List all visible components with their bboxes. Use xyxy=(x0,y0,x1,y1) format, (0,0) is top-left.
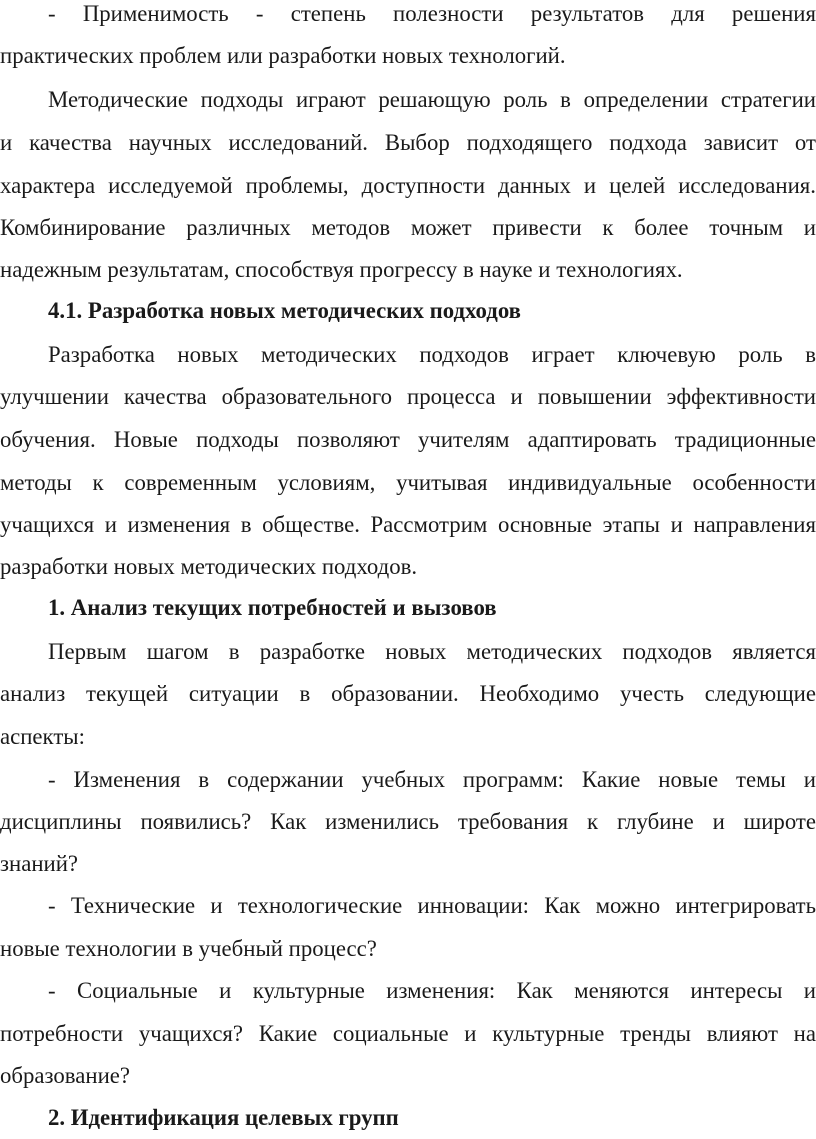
text-line: Первым шагом в разработке новых методических подходов является xyxy=(48,639,816,664)
text-line: аспекты: xyxy=(0,724,85,749)
section-heading-4-1: 4.1. Разработка новых методических подходов xyxy=(48,298,521,323)
text-line: Комбинирование различных методов может привести к более точным и xyxy=(0,215,816,240)
text-line: знаний? xyxy=(0,851,79,876)
text-line: дисциплины появились? Как изменились требования к глубине и широте xyxy=(0,809,816,834)
text-line: - Изменения в содержании учебных программ: Какие новые темы и xyxy=(48,767,816,792)
text-line: учащихся и изменения в обществе. Рассмотрим основные этапы и направления xyxy=(0,512,816,537)
text-line: улучшении качества образовательного процесса и повышении эффективности xyxy=(0,384,816,409)
text-line: надежным результатам, способствуя прогрессу в науке и технологиях. xyxy=(0,257,683,282)
text-line: - Применимость - степень полезности результатов для решения xyxy=(48,1,816,26)
text-line: образование? xyxy=(0,1063,131,1088)
text-line: - Технические и технологические инновации: Как можно интегрировать xyxy=(48,893,816,918)
text-line: Методические подходы играют решающую роль в определении стратегии xyxy=(48,87,816,112)
text-line: обучения. Новые подходы позволяют учителям адаптировать традиционные xyxy=(0,427,816,452)
text-line: Разработка новых методических подходов играет ключевую роль в xyxy=(48,342,816,367)
text-line: разработки новых методических подходов. xyxy=(0,554,418,579)
section-heading-2: 2. Идентификация целевых групп xyxy=(48,1105,399,1130)
section-heading-1: 1. Анализ текущих потребностей и вызовов xyxy=(48,595,497,620)
text-line: анализ текущей ситуации в образовании. Необходимо учесть следующие xyxy=(0,681,816,706)
text-line: - Социальные и культурные изменения: Как меняются интересы и xyxy=(48,978,816,1003)
text-line: и качества научных исследований. Выбор подходящего подхода зависит от xyxy=(0,130,816,155)
text-line: методы к современным условиям, учитывая индивидуальные особенности xyxy=(0,470,816,495)
text-line: новые технологии в учебный процесс? xyxy=(0,936,377,961)
text-line: практических проблем или разработки новых технологий. xyxy=(0,43,566,68)
text-line: характера исследуемой проблемы, доступности данных и целей исследования. xyxy=(0,173,816,198)
text-line: потребности учащихся? Какие социальные и культурные тренды влияют на xyxy=(0,1021,816,1046)
